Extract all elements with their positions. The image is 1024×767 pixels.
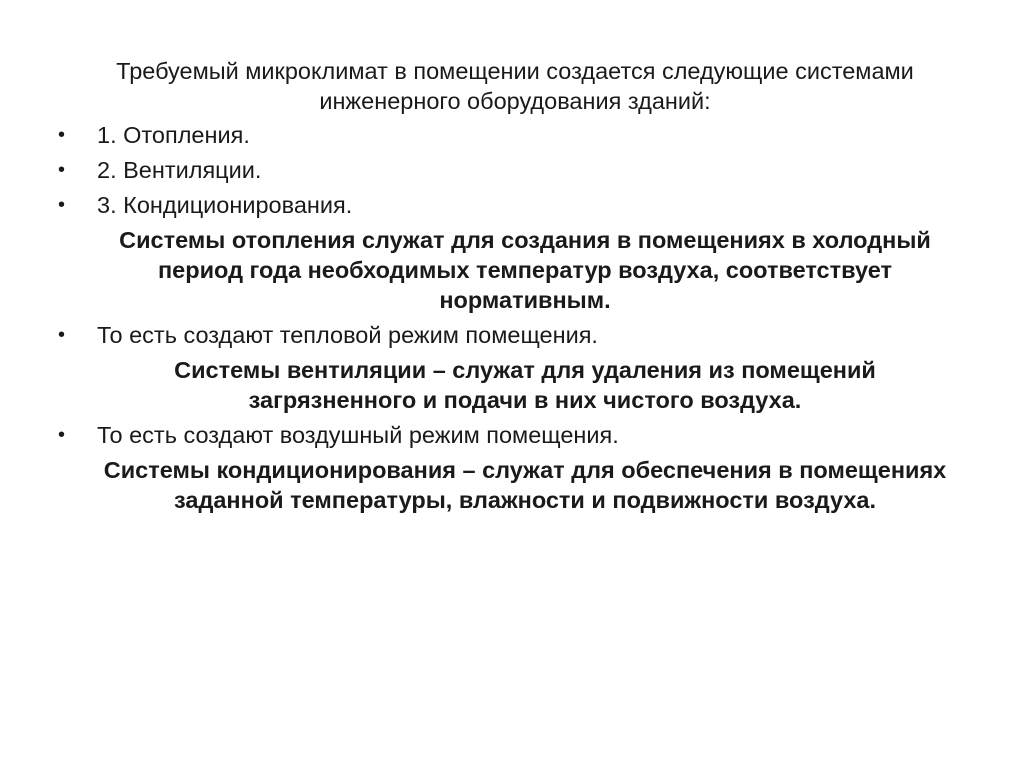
intro-text: Требуемый микроклимат в помещении создается следующие системами инженерного оборудования зданий: (116, 58, 914, 114)
list-item-label: 1. Отопления. (97, 122, 250, 148)
list-item-ventilation (55, 155, 955, 185)
slide-body (55, 56, 955, 520)
heating-definition: Системы отопления служат для создания в помещениях в холодный период года необходимых температур воздуха, соответствует нормативным. (119, 227, 931, 313)
heating-summary-text: То есть создают тепловой режим помещения. (97, 322, 598, 348)
ventilation-summary-text: То есть создают воздушный режим помещения. (97, 422, 619, 448)
list-item-heating (55, 120, 955, 150)
list-item-label: 3. Кондиционирования. (97, 192, 353, 218)
bullet-icon: • (58, 124, 66, 146)
list-item-label: 2. Вентиляции. (97, 157, 262, 183)
bullet-icon: • (58, 424, 66, 446)
heating-summary-item (55, 320, 955, 350)
conditioning-definition: Системы кондиционирования – служат для обеспечения в помещениях заданной температуры, влажности и подвижности воздуха. (103, 457, 947, 513)
ventilation-summary-item (55, 420, 955, 450)
list-item-conditioning (55, 190, 955, 220)
bullet-icon: • (58, 159, 66, 181)
bullet-icon: • (58, 324, 66, 346)
ventilation-definition: Системы вентиляции – служат для удаления из помещений загрязненного и подачи в них чистого воздуха. (174, 357, 876, 413)
bullet-icon: • (58, 194, 66, 216)
